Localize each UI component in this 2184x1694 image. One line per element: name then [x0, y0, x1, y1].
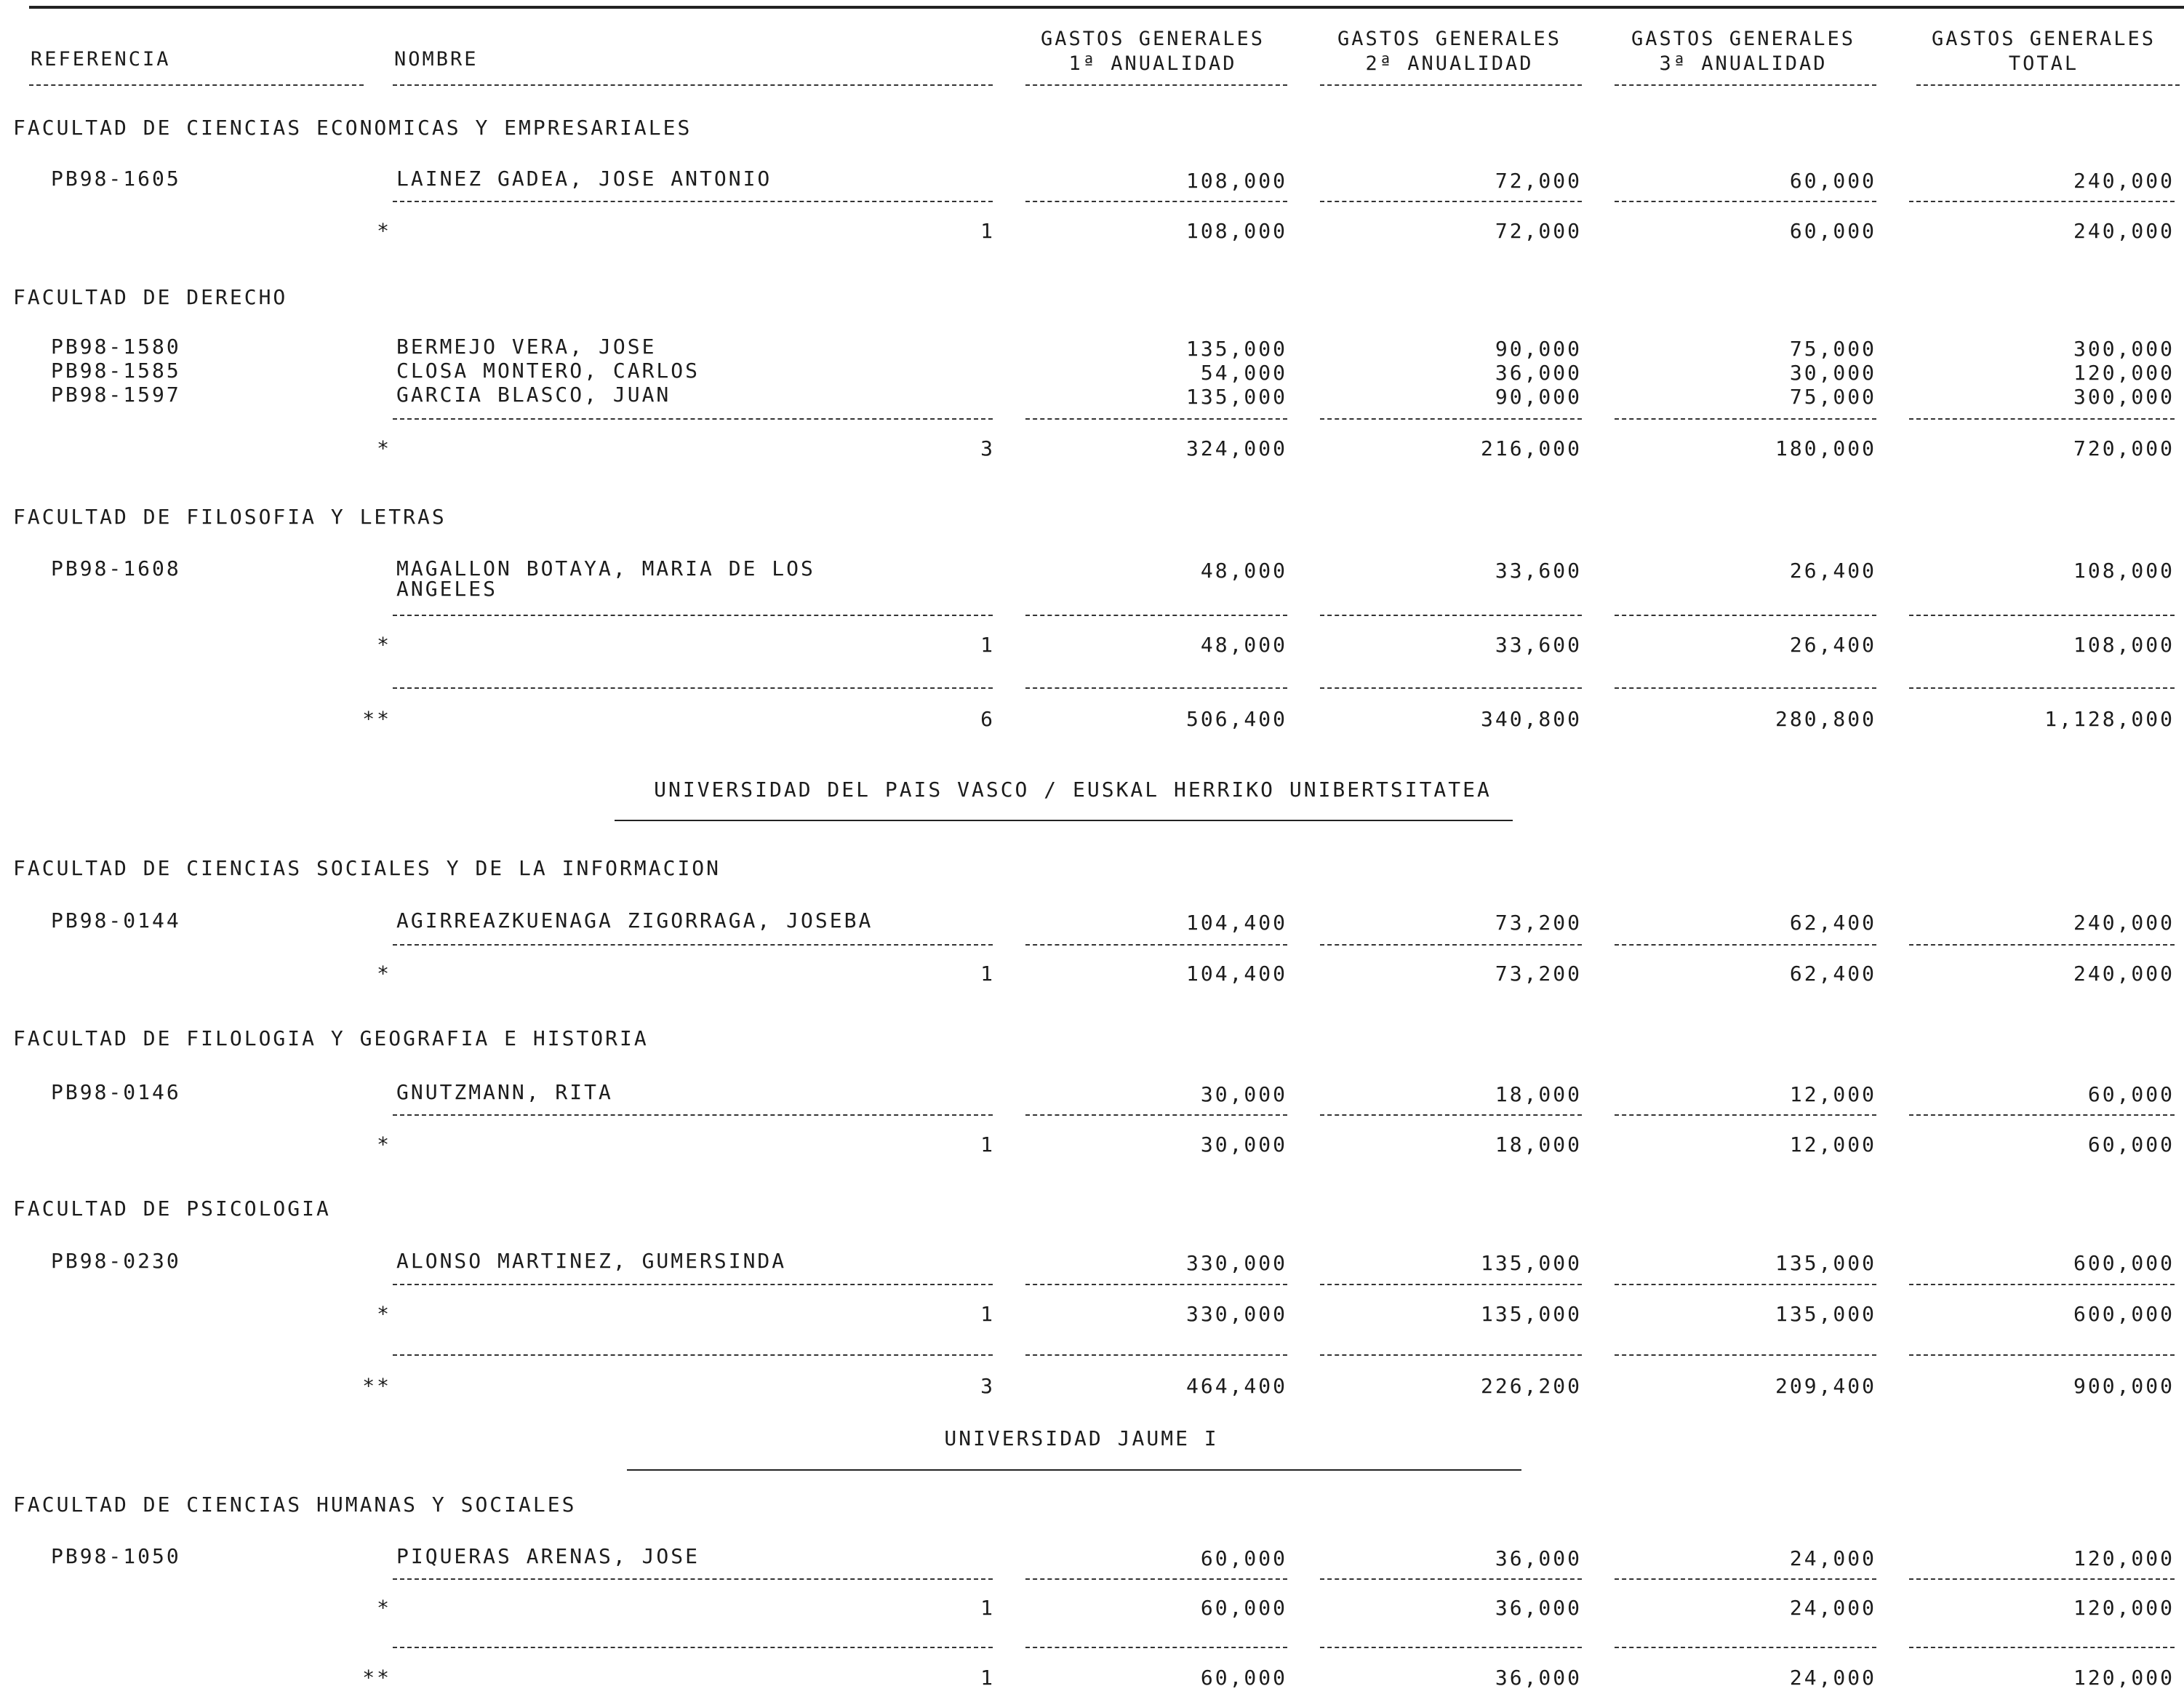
faculty-subtotal-col2: 18,000: [1495, 1132, 1582, 1156]
dashed-rule: [1909, 1647, 2175, 1648]
table-row-col3: 26,400: [1789, 559, 1876, 583]
dashed-rule: [1025, 615, 1287, 616]
table-row-col1: 135,000: [1185, 337, 1287, 361]
table-row-col1: 48,000: [1200, 559, 1287, 583]
faculty-name: FACULTAD DE PSICOLOGIA: [13, 1196, 331, 1220]
university-total-col1: 60,000: [1200, 1666, 1287, 1690]
table-row-col2: 18,000: [1495, 1082, 1582, 1106]
faculty-subtotal-marker: *: [377, 1132, 391, 1156]
researcher-name: CLOSA MONTERO, CARLOS: [396, 359, 700, 383]
faculty-subtotal-col1: 324,000: [1185, 436, 1287, 460]
dashed-rule: [1320, 1114, 1582, 1116]
reference-code: PB98-1608: [51, 556, 181, 580]
table-row-col1: 104,400: [1185, 911, 1287, 935]
faculty-subtotal-count: 1: [980, 1132, 995, 1156]
dashed-rule: [1320, 1647, 1582, 1648]
faculty-name: FACULTAD DE CIENCIAS ECONOMICAS Y EMPRESARIALES: [13, 116, 692, 140]
faculty-subtotal-col2: 73,200: [1495, 962, 1582, 986]
dashed-rule: [393, 944, 993, 946]
university-total-col3: 24,000: [1789, 1666, 1876, 1690]
university-total-col1: 506,400: [1185, 707, 1287, 731]
dashed-rule: [1615, 687, 1876, 689]
table-row-col2: 135,000: [1480, 1251, 1582, 1275]
table-row-col3: 75,000: [1789, 385, 1876, 409]
reference-code: PB98-1585: [51, 359, 181, 383]
dashed-rule: [1909, 615, 2175, 616]
faculty-subtotal-col3: 180,000: [1775, 436, 1876, 460]
dashed-rule: [1615, 1284, 1876, 1285]
dashed-rule: [393, 1354, 993, 1356]
header-col3-line1: GASTOS GENERALES: [1631, 28, 1856, 50]
reference-code: PB98-0146: [51, 1080, 181, 1104]
dashed-rule: [1909, 687, 2175, 689]
dashed-rule: [393, 1647, 993, 1648]
dashed-rule: [1025, 687, 1287, 689]
researcher-name: GARCIA BLASCO, JUAN: [396, 383, 671, 407]
university-total-marker: **: [362, 1666, 391, 1690]
header-col2-line2: 2ª ANUALIDAD: [1365, 52, 1534, 75]
table-row-col1: 30,000: [1200, 1082, 1287, 1106]
table-row-col2: 36,000: [1495, 361, 1582, 385]
dashed-rule: [1909, 418, 2175, 420]
faculty-subtotal-col1: 330,000: [1185, 1302, 1287, 1326]
faculty-subtotal-col1: 48,000: [1200, 633, 1287, 657]
faculty-subtotal-count: 1: [980, 1596, 995, 1620]
table-row-col2: 90,000: [1495, 385, 1582, 409]
faculty-subtotal-marker: *: [377, 1596, 391, 1620]
table-row-total: 120,000: [2073, 1546, 2175, 1570]
table-row-col2: 72,000: [1495, 169, 1582, 193]
faculty-subtotal-marker: *: [377, 1302, 391, 1326]
faculty-name: FACULTAD DE CIENCIAS SOCIALES Y DE LA INFORMACION: [13, 856, 721, 880]
faculty-name: FACULTAD DE DERECHO: [13, 285, 288, 309]
reference-code: PB98-0230: [51, 1249, 181, 1273]
faculty-subtotal-total: 60,000: [2087, 1132, 2175, 1156]
table-row-col3: 24,000: [1789, 1546, 1876, 1570]
dashed-rule: [1615, 1647, 1876, 1648]
researcher-name: MAGALLON BOTAYA, MARIA DE LOS: [396, 556, 815, 580]
header-col1-line1: GASTOS GENERALES: [1040, 28, 1265, 50]
reference-code: PB98-1597: [51, 383, 181, 407]
university-total-col2: 36,000: [1495, 1666, 1582, 1690]
dashed-rule: [1320, 418, 1582, 420]
university-title: UNIVERSIDAD DEL PAIS VASCO / EUSKAL HERRIKO UNIBERTSITATEA: [654, 778, 1492, 802]
faculty-subtotal-marker: *: [377, 962, 391, 986]
faculty-subtotal-col2: 72,000: [1495, 219, 1582, 243]
table-row-col1: 54,000: [1200, 361, 1287, 385]
dashed-rule: [1615, 1578, 1876, 1580]
dashed-rule: [1320, 201, 1582, 202]
dashed-rule: [393, 1114, 993, 1116]
header-underline: [1615, 84, 1876, 86]
table-row-total: 240,000: [2073, 169, 2175, 193]
dashed-rule: [1025, 1354, 1287, 1356]
dashed-rule: [1615, 201, 1876, 202]
table-row-total: 120,000: [2073, 361, 2175, 385]
table-row-total: 600,000: [2073, 1251, 2175, 1275]
university-total-total: 120,000: [2073, 1666, 2175, 1690]
university-total-total: 1,128,000: [2044, 707, 2175, 731]
dashed-rule: [1909, 1114, 2175, 1116]
researcher-name: PIQUERAS ARENAS, JOSE: [396, 1544, 700, 1568]
faculty-subtotal-marker: *: [377, 219, 391, 243]
faculty-subtotal-total: 240,000: [2073, 219, 2175, 243]
header-col4-line2: TOTAL: [2008, 52, 2079, 75]
table-row-col3: 12,000: [1789, 1082, 1876, 1106]
dashed-rule: [1025, 201, 1287, 202]
dashed-rule: [1025, 944, 1287, 946]
faculty-subtotal-marker: *: [377, 633, 391, 657]
table-row-col3: 60,000: [1789, 169, 1876, 193]
faculty-subtotal-total: 108,000: [2073, 633, 2175, 657]
table-row-col3: 62,400: [1789, 911, 1876, 935]
university-total-total: 900,000: [2073, 1374, 2175, 1398]
reference-code: PB98-1605: [51, 167, 181, 191]
table-row-col2: 36,000: [1495, 1546, 1582, 1570]
faculty-subtotal-col1: 30,000: [1200, 1132, 1287, 1156]
faculty-subtotal-col3: 24,000: [1789, 1596, 1876, 1620]
dashed-rule: [393, 1578, 993, 1580]
header-col4-line1: GASTOS GENERALES: [1931, 28, 2156, 50]
faculty-subtotal-count: 1: [980, 633, 995, 657]
dashed-rule: [393, 687, 993, 689]
reference-code: PB98-1050: [51, 1544, 181, 1568]
faculty-subtotal-col2: 33,600: [1495, 633, 1582, 657]
dashed-rule: [1320, 687, 1582, 689]
dashed-rule: [1025, 1114, 1287, 1116]
faculty-subtotal-total: 600,000: [2073, 1302, 2175, 1326]
dashed-rule: [393, 1284, 993, 1285]
dashed-rule: [1320, 1354, 1582, 1356]
university-title-rule: [615, 820, 1513, 821]
dashed-rule: [1320, 1578, 1582, 1580]
faculty-subtotal-marker: *: [377, 436, 391, 460]
faculty-name: FACULTAD DE CIENCIAS HUMANAS Y SOCIALES: [13, 1493, 577, 1517]
dashed-rule: [393, 201, 993, 202]
researcher-name: BERMEJO VERA, JOSE: [396, 335, 657, 359]
university-title: UNIVERSIDAD JAUME I: [944, 1426, 1219, 1450]
researcher-name-cont: ANGELES: [396, 577, 498, 601]
faculty-name: FACULTAD DE FILOLOGIA Y GEOGRAFIA E HISTORIA: [13, 1026, 649, 1050]
researcher-name: AGIRREAZKUENAGA ZIGORRAGA, JOSEBA: [396, 908, 873, 932]
university-total-count: 3: [980, 1374, 995, 1398]
dashed-rule: [1615, 1114, 1876, 1116]
table-row-total: 300,000: [2073, 337, 2175, 361]
dashed-rule: [393, 615, 993, 616]
university-total-count: 1: [980, 1666, 995, 1690]
university-total-marker: **: [362, 707, 391, 731]
university-total-col2: 226,200: [1480, 1374, 1582, 1398]
dashed-rule: [1025, 1647, 1287, 1648]
university-total-col3: 280,800: [1775, 707, 1876, 731]
dashed-rule: [1909, 1578, 2175, 1580]
university-total-col2: 340,800: [1480, 707, 1582, 731]
table-row-col1: 108,000: [1185, 169, 1287, 193]
table-row-total: 240,000: [2073, 911, 2175, 935]
faculty-subtotal-col3: 62,400: [1789, 962, 1876, 986]
university-total-col1: 464,400: [1185, 1374, 1287, 1398]
university-title-rule: [627, 1469, 1521, 1471]
faculty-subtotal-total: 720,000: [2073, 436, 2175, 460]
faculty-subtotal-col3: 135,000: [1775, 1302, 1876, 1326]
dashed-rule: [1320, 1284, 1582, 1285]
faculty-subtotal-col3: 12,000: [1789, 1132, 1876, 1156]
faculty-subtotal-col2: 216,000: [1480, 436, 1582, 460]
table-row-col2: 33,600: [1495, 559, 1582, 583]
dashed-rule: [1320, 944, 1582, 946]
header-col2-line1: GASTOS GENERALES: [1337, 28, 1562, 50]
dashed-rule: [1025, 1284, 1287, 1285]
faculty-subtotal-col1: 60,000: [1200, 1596, 1287, 1620]
faculty-subtotal-col2: 135,000: [1480, 1302, 1582, 1326]
faculty-name: FACULTAD DE FILOSOFIA Y LETRAS: [13, 505, 447, 529]
faculty-subtotal-count: 3: [980, 436, 995, 460]
table-row-col2: 73,200: [1495, 911, 1582, 935]
table-row-col3: 75,000: [1789, 337, 1876, 361]
dashed-rule: [1615, 615, 1876, 616]
header-underline: [1025, 84, 1287, 86]
table-row-col1: 60,000: [1200, 1546, 1287, 1570]
table-row-col2: 90,000: [1495, 337, 1582, 361]
faculty-subtotal-col3: 60,000: [1789, 219, 1876, 243]
table-row-col3: 135,000: [1775, 1251, 1876, 1275]
faculty-subtotal-count: 1: [980, 1302, 995, 1326]
faculty-subtotal-col1: 104,400: [1185, 962, 1287, 986]
faculty-subtotal-count: 1: [980, 962, 995, 986]
faculty-subtotal-count: 1: [980, 219, 995, 243]
top-rule: [29, 6, 2184, 9]
header-underline: [1320, 84, 1582, 86]
dashed-rule: [1025, 1578, 1287, 1580]
dashed-rule: [1320, 615, 1582, 616]
dashed-rule: [1025, 418, 1287, 420]
reference-code: PB98-1580: [51, 335, 181, 359]
dashed-rule: [1909, 1354, 2175, 1356]
table-row-col1: 135,000: [1185, 385, 1287, 409]
university-total-marker: **: [362, 1374, 391, 1398]
dashed-rule: [1909, 201, 2175, 202]
faculty-subtotal-total: 240,000: [2073, 962, 2175, 986]
faculty-subtotal-col1: 108,000: [1185, 219, 1287, 243]
header-col1-line2: 1ª ANUALIDAD: [1068, 52, 1237, 75]
table-row-col1: 330,000: [1185, 1251, 1287, 1275]
faculty-subtotal-col3: 26,400: [1789, 633, 1876, 657]
dashed-rule: [1615, 1354, 1876, 1356]
dashed-rule: [393, 418, 993, 420]
researcher-name: GNUTZMANN, RITA: [396, 1080, 613, 1104]
dashed-rule: [1909, 1284, 2175, 1285]
researcher-name: ALONSO MARTINEZ, GUMERSINDA: [396, 1249, 787, 1273]
university-total-col3: 209,400: [1775, 1374, 1876, 1398]
researcher-name: LAINEZ GADEA, JOSE ANTONIO: [396, 167, 772, 191]
header-referencia: REFERENCIA: [31, 48, 171, 71]
table-row-col3: 30,000: [1789, 361, 1876, 385]
table-row-total: 300,000: [2073, 385, 2175, 409]
header-col3-line2: 3ª ANUALIDAD: [1659, 52, 1828, 75]
header-underline: [1916, 84, 2180, 86]
dashed-rule: [1909, 944, 2175, 946]
university-total-count: 6: [980, 707, 995, 731]
faculty-subtotal-col2: 36,000: [1495, 1596, 1582, 1620]
header-nombre: NOMBRE: [394, 48, 479, 71]
header-underline: [393, 84, 993, 86]
table-row-total: 108,000: [2073, 559, 2175, 583]
dashed-rule: [1615, 944, 1876, 946]
table-row-total: 60,000: [2087, 1082, 2175, 1106]
header-underline: [29, 84, 364, 86]
faculty-subtotal-total: 120,000: [2073, 1596, 2175, 1620]
reference-code: PB98-0144: [51, 908, 181, 932]
dashed-rule: [1615, 418, 1876, 420]
